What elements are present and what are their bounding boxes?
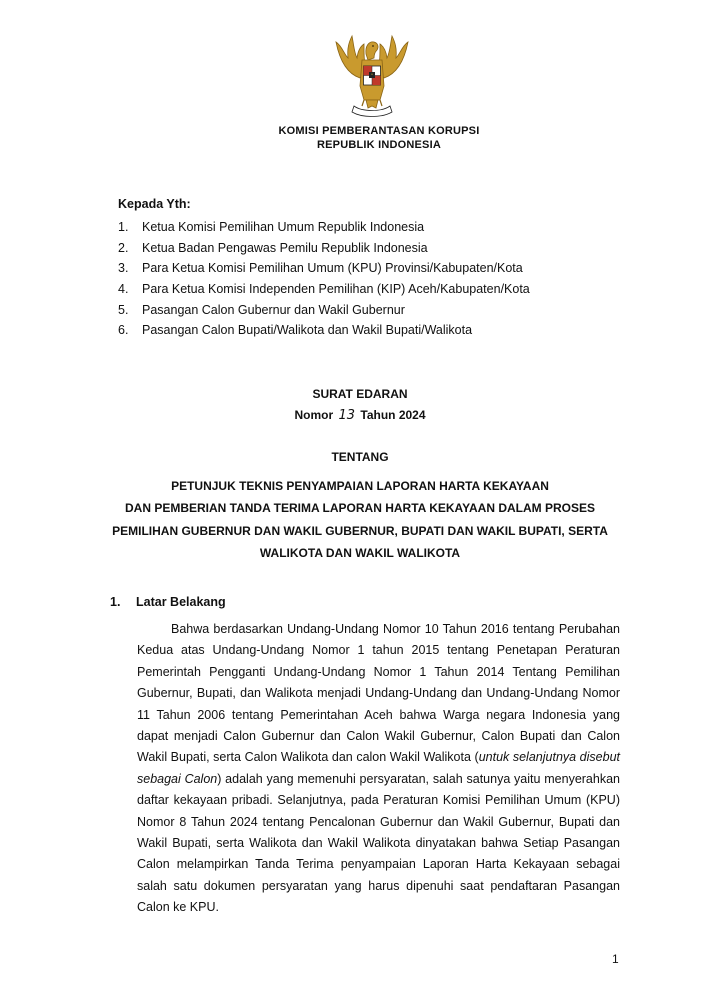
list-item-text: Pasangan Calon Bupati/Walikota dan Wakil Bupati/Walikota (142, 323, 473, 338)
list-item-text: Para Ketua Komisi Independen Pemilihan (KIP) Aceh/Kabupaten/Kota (142, 282, 530, 297)
list-item (118, 238, 530, 259)
number-label: Nomor (294, 408, 334, 422)
list-item-text: Ketua Badan Pengawas Pemilu Republik Indonesia (142, 240, 428, 255)
subject-line: PETUNJUK TEKNIS PENYAMPAIAN LAPORAN HARTA KEKAYAAN (171, 478, 549, 493)
paragraph-text: ) adalah yang memenuhi persyaratan, salah satunya yaitu menyerahkan daftar kekayaan pribadi. Selanjutnya, pada Peraturan Komisi Pemilihan Umum (KPU) Nomor 8 Tahun 2024 tentang Pencalonan Gubernur dan Wakil Gubernur, Bupati dan Wakil Bupati, serta Walikota dan Wakil Walikota dinyatakan bahwa Setiap Pasangan Calon melampirkan Tanda Terima penyampaian Laporan Harta Kekayaan sebagai salah satu dokumen persyaratan yang harus dipenuhi saat pendaftaran Pasangan Calon ke KPU. (137, 771, 620, 915)
list-item-number: 2. (118, 240, 129, 255)
subject-line: WALIKOTA DAN WAKIL WALIKOTA (259, 546, 461, 560)
head-shape (366, 42, 378, 60)
subject-line: PEMILIHAN GUBERNUR DAN WAKIL GUBERNUR, BUPATI DAN WAKIL BUPATI, SERTA (112, 523, 608, 538)
addressee-list (118, 217, 530, 341)
list-item-number: 6. (118, 323, 129, 338)
year-label: Tahun 2024 (360, 408, 426, 422)
eye-shape (372, 45, 374, 47)
paragraph-text: Bahwa berdasarkan Undang-Undang Nomor 10 Tahun 2016 tentang Perubahan Kedua atas Undang-Undang Nomor 1 tahun 2015 tentang Penetapan Peraturan Pemerintah Pengganti Undang-Undang Nomor 1 Tahun 2014 Tentang Pemilihan Gubernur, Bupati, dan Walikota menjadi Undang-Undang dan Undang-Undang Nomor 11 Tahun 2006 tentang Pemerintahan Aceh bahwa Warga negara Indonesia yang dapat menjadi Calon Gubernur dan Calon Wakil Gubernur, Calon Bupati dan Calon Wakil Bupati, serta Calon Walikota dan calon Wakil Walikota ( (137, 622, 620, 765)
list-item-text: Para Ketua Komisi Pemilihan Umum (KPU) Provinsi/Kabupaten/Kota (142, 261, 523, 276)
handwritten-number: 13 (338, 408, 356, 423)
circular-header (0, 384, 720, 426)
list-item (118, 279, 530, 300)
shield-shape (364, 66, 381, 85)
list-item-text: Pasangan Calon Gubernur dan Wakil Gubernur (142, 302, 405, 317)
institution-country: REPUBLIK INDONESIA (317, 139, 441, 151)
subject-line: DAN PEMBERIAN TANDA TERIMA LAPORAN HARTA KEKAYAAN DALAM PROSES (124, 501, 595, 515)
list-item (118, 300, 530, 321)
list-item-number: 5. (118, 302, 129, 317)
section-number: 1. (110, 595, 121, 609)
background-paragraph (137, 619, 620, 919)
list-item-number: 3. (118, 261, 129, 276)
motto-ribbon (352, 106, 392, 117)
list-item-number: 1. (118, 220, 129, 234)
subject-block (0, 446, 720, 565)
list-item (118, 320, 530, 341)
section-title: Latar Belakang (136, 595, 226, 609)
addressee-block (118, 196, 530, 341)
addressee-title: Kepada Yth: (118, 197, 191, 211)
section-heading (110, 592, 226, 612)
garuda-emblem (330, 32, 414, 124)
list-item (118, 258, 530, 279)
list-item (118, 217, 530, 238)
circular-number (0, 405, 720, 426)
page-number: 1 (612, 952, 619, 966)
institution-name: KOMISI PEMBERANTASAN KORUPSI (278, 125, 480, 137)
list-item-number: 4. (118, 282, 129, 297)
letterhead (0, 124, 720, 152)
paragraph-italic-text: untuk selanjutnya disebut sebagai Calon (137, 750, 620, 786)
list-item-text: Ketua Komisi Pemilihan Umum Republik Indonesia (142, 220, 425, 234)
circular-title: SURAT EDARAN (312, 387, 408, 401)
subject-label: TENTANG (331, 450, 389, 464)
tail-shape (366, 100, 378, 108)
